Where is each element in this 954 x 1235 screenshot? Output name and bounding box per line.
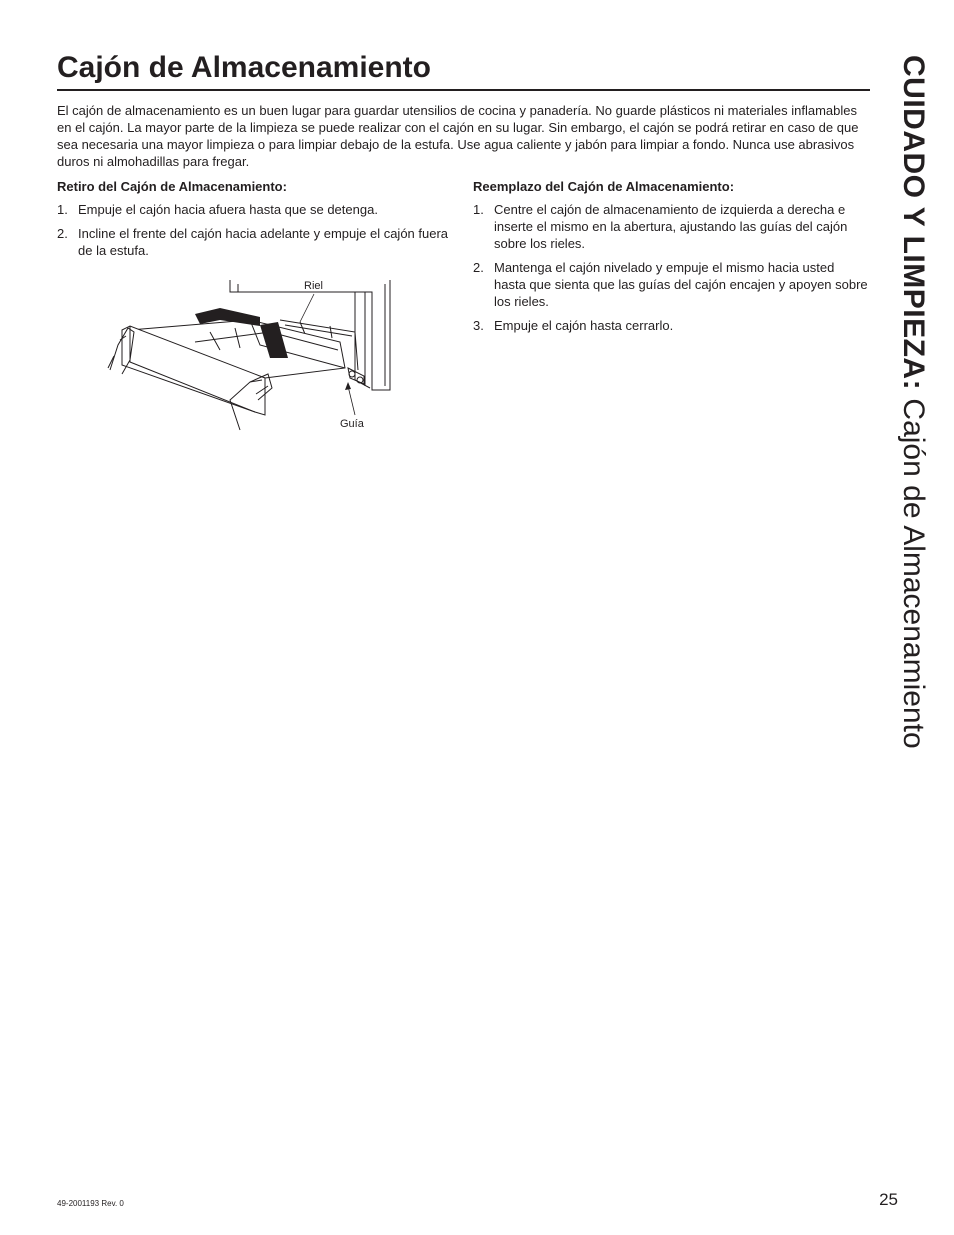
removal-steps	[57, 201, 449, 259]
title-divider	[57, 89, 870, 91]
replacement-section	[473, 178, 869, 341]
rail-label: Riel	[304, 280, 323, 292]
document-code: 49-2001193 Rev. 0	[57, 1199, 124, 1208]
intro-paragraph: El cajón de almacenamiento es un buen lugar para guardar utensilios de cocina y panadería. No guarde plásticos ni materiales inflamables en el cajón. La mayor parte de la limpieza se puede realizar con el cajón en su lugar. Sin embargo, el cajón se podrá retirar en caso de que sea necesaria una mayor limpieza o para limpiar debajo de la estufa. Use agua caliente y jabón para limpiar a fondo. Nunca use abrasivos duros ni almohadillas para fregar.	[57, 103, 859, 169]
page-title: Cajón de Almacenamiento	[57, 51, 431, 84]
step-text: Empuje el cajón hasta cerrarlo.	[494, 318, 674, 333]
replacement-heading: Reemplazo del Cajón de Almacenamiento:	[473, 179, 735, 194]
side-tab-topic: Cajón de Almacenamiento	[897, 398, 930, 749]
list-item	[473, 201, 869, 252]
side-tab-section: CUIDADO Y LIMPIEZA:	[897, 55, 930, 391]
step-text: Incline el frente del cajón hacia adelante y empuje el cajón fuera de la estufa.	[78, 226, 449, 258]
list-item	[473, 259, 869, 310]
removal-heading: Retiro del Cajón de Almacenamiento:	[57, 179, 287, 194]
page-number: 25	[879, 1190, 898, 1209]
step-number: 2.	[473, 260, 484, 275]
step-number: 2.	[57, 226, 68, 241]
drawer-removal-illustration	[100, 270, 400, 435]
replacement-steps	[473, 201, 869, 334]
step-text: Mantenga el cajón nivelado y empuje el mismo hacia usted hasta que sienta que las guías del cajón encajen y apoyen sobre los rieles.	[494, 260, 868, 309]
guide-label: Guía	[340, 418, 364, 430]
step-number: 1.	[473, 202, 484, 217]
step-text: Empuje el cajón hacia afuera hasta que se detenga.	[78, 202, 378, 217]
drawer-illustration-svg	[100, 270, 400, 435]
step-number: 3.	[473, 318, 484, 333]
list-item	[57, 225, 449, 259]
list-item	[473, 317, 869, 334]
removal-section	[57, 178, 449, 266]
step-text: Centre el cajón de almacenamiento de izquierda a derecha e inserte el mismo en la abertura, ajustando las guías del cajón sobre los rieles.	[494, 202, 848, 251]
list-item	[57, 201, 449, 218]
section-side-tab	[893, 55, 933, 775]
side-tab-text	[893, 55, 933, 749]
step-number: 1.	[57, 202, 68, 217]
